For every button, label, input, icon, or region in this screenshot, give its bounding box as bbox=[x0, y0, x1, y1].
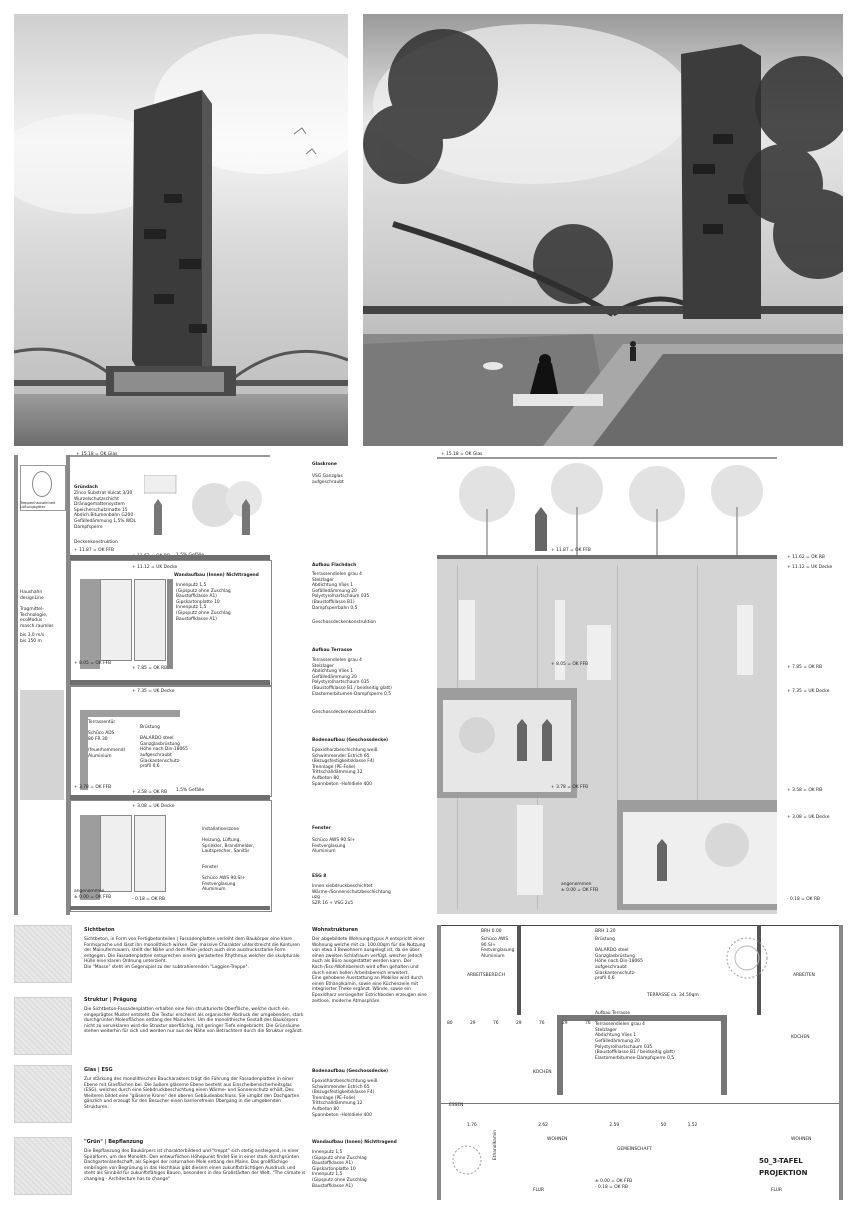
angenommen-label: angenommen ± 0.00 = OK FFB bbox=[74, 889, 112, 900]
section-level-8-05: + 8.05 = OK FFB bbox=[74, 661, 112, 666]
gruendach-title: Gründach bbox=[74, 485, 98, 490]
esg-title: ESG 8 bbox=[312, 874, 327, 879]
material-title-2: Glas | ESG bbox=[84, 1067, 113, 1073]
material-title-0: Sichtbeton bbox=[84, 927, 115, 933]
room-wohnen-right: WOHNEN bbox=[791, 1137, 812, 1142]
render-riverside-promenade-image bbox=[363, 14, 843, 446]
wohn-title: Wohnstrukturen bbox=[312, 927, 358, 933]
elev-level-top: + 15.18 = OK Glas bbox=[441, 452, 483, 457]
plant-icon bbox=[447, 1135, 487, 1185]
middle-spec-column bbox=[312, 460, 432, 910]
room-flur-right: FLUR bbox=[771, 1188, 783, 1193]
fenster-text: Schüco AWS 90.SI+ Festverglasung Aluminium bbox=[312, 838, 356, 855]
lower-wand-text: Innenputz 1,5 (Gipsputz ohne Zuschlag Baustoffklasse A1) Gipskartonplatte 10 Innenputz 1,5 (Gipsputz ohne Zuschlag Baustoffklasse A1) bbox=[312, 1150, 367, 1189]
glaskrone-text: VSG Ganzglas aufgeschraubt bbox=[312, 474, 344, 485]
dim-top-4: 76 bbox=[539, 1021, 545, 1026]
elevation-drawing bbox=[437, 452, 843, 915]
roof-garden-figures bbox=[144, 475, 274, 555]
materials-section bbox=[14, 925, 304, 1200]
elev-level-3-78: + 3.78 = OK FFB bbox=[551, 785, 589, 790]
dims-top bbox=[447, 1021, 837, 1027]
glaskrone-title: Glaskrone bbox=[312, 462, 337, 467]
dim-top-5: 29 bbox=[562, 1021, 568, 1026]
material-text-0: Sichtbeton, in Form von Fertigbetonteilen | Fassadenplatten verleiht dem Baukörper eine klare Formsprache und lässt ihn monolithisch wirken. Der massive Charakter unterstreicht die Konturen der Mainufermauern, stellt der Nähe und dem Main jedoch auch eine ausdrucksstarke Form entgegen. Die Fassadenplatten entsprechen einem gerasterten Rhythmus welcher die skulpturale Hülle eine klaren Ordnung unterzieht. Die "Masse" steht im Gegenspiel zu der subtrahierenden "Loggien-Treppe". bbox=[84, 937, 300, 970]
footer-subtitle: PROJEKTION bbox=[759, 1169, 808, 1177]
material-title-1: Struktur | Prägung bbox=[84, 997, 137, 1003]
material-swatch-sichtbeton bbox=[14, 925, 72, 983]
terrace-figures bbox=[457, 705, 567, 785]
room-flur-left: FLUR bbox=[533, 1188, 545, 1193]
room-gemeinschaft: GEMEINSCHAFT bbox=[617, 1147, 652, 1152]
room-arbeitsbereich: ARBEITSBEREICH bbox=[467, 973, 505, 978]
dim-bottom-1: 2.62 bbox=[538, 1123, 548, 1128]
render-riverside-promenade bbox=[363, 14, 843, 446]
plan-aufbau-terrasse: Aufbau Terrasse Terrassendielen grau 4 Stelzlager Abdichtung Vlies 1 Gefälledämmung 20 Polystyrolhartschaum 035 (Baustoffklasse B1 / beidseitig glatt) Elastomerbitumen-Dampfsperre 0,5 bbox=[595, 1011, 675, 1061]
speed-label: bis 3,0 m/s bis 150 m bbox=[20, 633, 45, 644]
room-essen: ESSEN bbox=[449, 1103, 464, 1108]
section-level-top: + 15.18 = OK Glas bbox=[76, 452, 118, 457]
plan-bruestung: Brüstung BALARDO steel Ganzglasbrüstung Höhe nach Din-18065 aufgeschraubt Glaskantenschutz- profil 0,6 bbox=[595, 937, 643, 982]
ethanolkamin-label: Ethanolkamin bbox=[493, 1129, 498, 1160]
dim-top-0: 80 bbox=[447, 1021, 453, 1026]
ground-figures bbox=[637, 815, 767, 895]
dim-bottom-0: 1.76 bbox=[467, 1123, 477, 1128]
treppe-label: Treppenhauseinheit Lüftungsgitter bbox=[20, 501, 56, 510]
plan-fenster: Schüco AWS 90.SI+ Festverglasung Aluminium bbox=[481, 937, 515, 959]
section-level-7-85: + 7.85 = OK RB bbox=[132, 666, 168, 671]
lightshaft-icon bbox=[32, 471, 52, 497]
elev-level-11-12: + 11.12 = UK Decke bbox=[787, 565, 833, 570]
section-level-11-12: + 11.12 = UK Decke bbox=[132, 565, 178, 570]
material-swatch-struktur bbox=[14, 997, 72, 1055]
dims-bottom bbox=[467, 1123, 827, 1129]
material-swatch-glas bbox=[14, 1065, 72, 1123]
section-level-3-58: + 3.58 = OK RB bbox=[132, 790, 168, 795]
wohn-text: Der abgebildete Wohnungstypus A entspricht einer Wohnung welche mit ca. 100.00qm für die Nutzung von etwa 3 Bewohnern ausgelegt ist, da sie über einen zweiten Schlafraum verfügt, welcher jedoch auch als Büro ausgestattet werden kann. Der Koch-/Ess-/Wohnbereich wird offen gehalten und durch einen hellen Arbeitsbereich erweitert. Eine gehobene Ausstattung an Mobiliar wird durch einen Ethanolkamin, sowie eine Küchenzeile mit integrierter Theke ergänzt. Wände, sowie ein Epoxidharz versiegelter Estrichboden erzeugen eine zeitlose, moderne Atmosphäre. bbox=[312, 937, 427, 1004]
section-level-3-08: + 3.08 = UK Decke bbox=[132, 804, 175, 809]
material-swatch-gruen bbox=[14, 1137, 72, 1195]
lower-middle-text bbox=[312, 925, 430, 1200]
installationszone-label: Installationszone Heizung, Lüftung, Sprinkler, Brandmelder, Lautsprecher, Sanitär bbox=[202, 827, 255, 855]
brh-left: BRH 0.00 bbox=[481, 929, 502, 934]
fenster-label: Fenster Schüco AWS 90.SI+ Festverglasung Aluminium bbox=[202, 865, 246, 893]
lower-wand-title: Wandaufbau (Innen) Nichttragend bbox=[312, 1140, 397, 1145]
material-text-2: Zur stärkung des monolithischen Baucharakters trägt die Führung der Fassadenplatten in einer Ebene mit Glasflächen bei. Die äußere gläserne Ebene besteht aus Einscheibensicherheitsglas (ESG), welches durch eine Siebdruckbeschichtung einen Wärme- und Sonnenschutz erhält. Des Weiteren bildet eine "gläserne Krone" den oberen Gebäudeabschluss. Sie umgibt den Dachgarten gänzlich und erzeugt für den Besucher einen barrierefreien Übergang in die umgebenden Strukturen. bbox=[84, 1077, 300, 1110]
boden-text: Epoxidharzbeschichtung weiß Schwimmender Estrich 65 (Bezugsfestigkeitsklasse F4) Trennlage (PE-Folie) Trittschalldämmung 12 Aufbeton 80 Spannbeton -Hohldiele 400 bbox=[312, 748, 378, 787]
roof-trees bbox=[437, 459, 777, 555]
geschossdecke-2: Geschossdeckenkonstruktion bbox=[312, 710, 377, 715]
room-kochen-right: KOCHEN bbox=[791, 1035, 810, 1040]
room-wohnen-left: WOHNEN bbox=[547, 1137, 568, 1142]
dim-bottom-4: 1.52 bbox=[687, 1123, 698, 1128]
elev-angenommen: angenommen ± 0.00 = OK FFB bbox=[561, 882, 599, 893]
material-text-3: Die Bepflanzung des Baukörpers ist charakterbildend und "treppt" sich stetig ansteigend, in einer Spiralform, um den Monolith. Den entwurflichen Höhepunkt findet Sie in einer stark durchgrünten Dachgartenlandschaft, als Spiegel der naturnahen Mole entlang des Mains. Das großflächige einbringen von Begrünung in das Hochhaus gibt diesem einen zukunftsträchtigen Ausdruck und steht als Sinnbild für zukunftsfähiges Bauen, besonders in den Großstädten der Welt. "The climate is changing - Architecture has to change" bbox=[84, 1149, 306, 1182]
room-kochen-left: KOCHEN bbox=[533, 1070, 552, 1075]
dim-bottom-2: 2.59 bbox=[609, 1123, 620, 1128]
deckenkonstruktion-label: Deckenkonstruktion bbox=[74, 540, 118, 545]
elev-level-3-58: + 3.58 = OK RB bbox=[787, 788, 823, 793]
fenster-title: Fenster bbox=[312, 826, 331, 831]
flachdach-text: Terrassendielen grau 4 Stelzlager Abdichtung Vlies 1 Gefälledämmung 20 Polystyrolhartschaum 035 (Baustoffklasse B1) Dampfsperrbahn 0,5 bbox=[312, 572, 370, 611]
terrasse-title: Aufbau Terrasse bbox=[312, 648, 353, 653]
section-level-3-78: + 3.78 = OK FFB bbox=[74, 785, 112, 790]
boden-title: Bodenaufbau (Geschossdecke) bbox=[312, 738, 389, 743]
haushahn-label: Haushahn designLine bbox=[20, 590, 44, 601]
lower-boden-text: Epoxidharzbeschichtung weiß Schwimmender Estrich 65 (Bezugsfestigkeitsklasse F4) Trennlage (PE-Folie) Trittschalldämmung 12 Aufbeton 80 Spannbeton -Hohldiele 400 bbox=[312, 1079, 378, 1118]
render-tower-river bbox=[14, 14, 348, 446]
geschossdecke-1: Geschossdeckenkonstruktion bbox=[312, 620, 377, 625]
footer-title: 50_3-TAFEL bbox=[759, 1157, 803, 1165]
tragmittel-label: Tragmittel- Technologie, ecoModus masch.raumlos bbox=[20, 607, 54, 629]
gruendach-items: Zinco Substrat Vulcat 3/30 Wurzelschutzschicht Dränagemattensystem Speicherschutzmatte 15 Abdich.Bitumenbahn G200 Gefälledämmung 1,5% WDL Dampfsperre bbox=[74, 491, 136, 530]
terrace-tree-icon bbox=[717, 933, 777, 983]
elev-level-7-85: + 7.85 = OK RB bbox=[787, 665, 823, 670]
material-title-3: "Grün" | Bepflanzung bbox=[84, 1139, 144, 1145]
esg-text: Innen siebdruckbeschichtet Wärme-/Sonnenschutzbeschichtung uzg SZR 16 + VSG 2x5 bbox=[312, 884, 391, 906]
wandaufbau-items: Innenputz 1,5 (Gipsputz ohne Zuschlag Baustoffklasse A1) Gipskartonplatte 10 Innenputz 1,5 (Gipsputz ohne Zuschlag Baustoffklasse A1) bbox=[176, 583, 231, 622]
terrasse-text: Terrassendielen grau 4 Stelzlager Abdichtung Vlies 1 Gefälledämmung 20 Polystyrolhartschaum 035 (Baustoffklasse B1 / beidseitig glatt) Elastomerbitumen-Dampfsperre 0,5 bbox=[312, 658, 392, 697]
dim-top-2: 76 bbox=[493, 1021, 499, 1026]
elev-level-3-08: + 3.08 = UK Decke bbox=[787, 815, 830, 820]
room-arbeiten: ARBEITEN bbox=[793, 973, 815, 978]
elev-level-minus: - 0.18 = OK RB bbox=[787, 897, 821, 902]
flachdach-title: Aufbau Flachdach bbox=[312, 563, 357, 568]
plan-level-note: ± 0.00 = OK FFB - 0.18 = OK RB bbox=[595, 1179, 633, 1190]
dim-top-1: 29 bbox=[470, 1021, 476, 1026]
section-drawing bbox=[14, 452, 314, 915]
section-level-minus: - 0.18 = OK RB bbox=[132, 897, 166, 902]
render-tower-river-image bbox=[14, 14, 348, 446]
brh-right: BRH 1.20 bbox=[595, 929, 616, 934]
terrassentuer-label: Terrassentür Schüco ADS 80 FR 30 (feuerhemmend) Aluminium bbox=[88, 720, 126, 759]
wandaufbau-title: Wandaufbau (Innen) Nichttragend bbox=[174, 573, 259, 578]
dim-top-6: 76 bbox=[585, 1021, 591, 1026]
section-level-11-87: + 11.87 = OK FFB bbox=[74, 548, 114, 553]
section-level-7-35: + 7.35 = UK Decke bbox=[132, 689, 175, 694]
bruestung-label: Brüstung BALARDO steel Ganzglasbrüstung Höhe nach Din-18065 aufgeschraubt Glaskantenschutz- profil 0,6 bbox=[140, 725, 188, 770]
lower-boden-title: Bodenaufbau (Geschossdecke) bbox=[312, 1069, 389, 1074]
dim-top-3: 29 bbox=[516, 1021, 522, 1026]
material-text-1: Die Sichtbeton-Fassadenplatten erhalten eine fein strukturierte Oberfläche, welche durch ein eingeprägtes Muster entsteht. Die Textur erscheint als organischer Abdruck der umgebenden, stark durchgrünten Molenflächen entlang des Mainufers. Um die monolithische Gestalt des Baukörpers nicht zu verunklaren wird die Struktur oberflächig, mit geringer Tiefe eingebracht. Die Grünräume stehen weiterhin für sich und werden nur aus der Nähe von Betrachtern durch die Struktur ergänzt. bbox=[84, 1007, 304, 1035]
dim-bottom-3: 50 bbox=[660, 1123, 667, 1128]
terrasse-area: TERRASSE ca. 34.50qm bbox=[647, 993, 699, 998]
gefaelle-2: 1,5% Gefälle bbox=[176, 788, 205, 793]
floor-plan bbox=[437, 925, 843, 1200]
elev-level-7-35: + 7.35 = UK Decke bbox=[787, 689, 830, 694]
elev-level-11-87: + 11.87 = OK FFB bbox=[551, 548, 591, 553]
elev-level-11-62: + 11.62 = OK RB bbox=[787, 555, 825, 560]
elev-level-8-05: + 8.05 = OK FFB bbox=[551, 662, 589, 667]
